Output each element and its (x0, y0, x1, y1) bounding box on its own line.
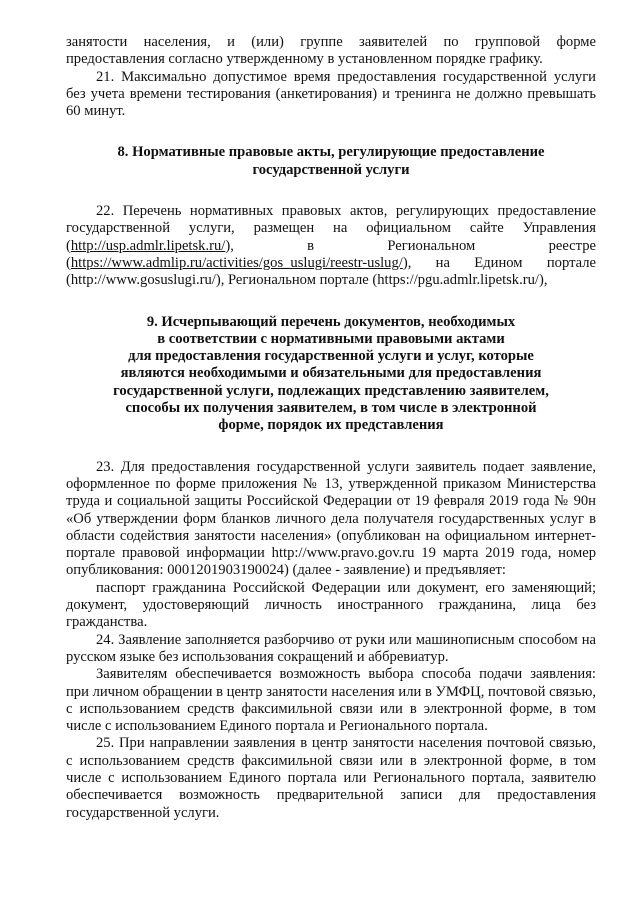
section-9-heading-line: способы их получения заявителем, в том числе в электронной (125, 400, 537, 417)
paragraph-24-submission: Заявителям обеспечивается возможность выбора способа подачи заявления: при личном обращении в центр занятости населения или в УМФЦ, почтовой связью, с использованием средств факсимильной связи или в электронной форме, в том числе с использованием Единого портала и Регионального портала. (66, 666, 596, 735)
section-9-heading-line: государственной услуги, подлежащих представлению заявителем, (113, 382, 549, 399)
paragraph-23: 23. Для предоставления государственной услуги заявитель подает заявление, оформленное по форме приложения № 13, утвержденной приказом Министерства труда и социальной защиты Российской Федерации от 19 февраля 2019 года № 90н «Об утверждении форм бланков личного дела получателя государственных услуг в области содействия занятости населения» (опубликован на официальном интернет-портале правовой информации http://www.pravo.gov.ru 19 марта 2019 года, номер опубликования: 0001201903190024) (далее - заявление) и предъявляет: (66, 458, 596, 579)
section-9-heading-line: форме, порядок их представления (218, 417, 444, 434)
paragraph-22-text: ), в Региональном реестре ( (66, 237, 596, 271)
paragraph-22-text: ), на Едином портале (http://www.gosuslugi.ru/), Региональном портале (https://pgu.admlr.lipetsk.ru/), (66, 254, 596, 289)
section-9-heading (66, 314, 596, 435)
paragraph-25: 25. При направлении заявления в центр занятости населения почтовой связью, с использованием средств факсимильной связи или в электронной форме, в том числе с использованием Единого портала или Регионального портала, заявителю обеспечивается возможность предварительной записи для предоставления государственной услуги. (66, 735, 596, 821)
link-usp-admlr[interactable]: http://usp.admlr.lipetsk.ru/ (70, 237, 226, 254)
paragraph-24: 24. Заявление заполняется разборчиво от руки или машинописным способом на русском языке без использования сокращений и аббревиатур. (66, 631, 596, 665)
paragraph-continuation: занятости населения, и (или) группе заявителей по групповой форме предоставления согласно утвержденному в установленном порядке графику. (66, 34, 596, 68)
section-9-heading-line: 9. Исчерпывающий перечень документов, необходимых (146, 313, 516, 330)
paragraph-22 (66, 203, 596, 289)
section-8-heading-line: 8. Нормативные правовые акты, регулирующие предоставление (117, 144, 545, 161)
paragraph-22-text: 22. Перечень нормативных правовых актов, регулирующих предоставление государственной услуги, размещен на официальном сайте Управления ( (66, 203, 596, 254)
section-8-heading (66, 144, 596, 179)
section-9-heading-line: для предоставления государственной услуги и услуг, которые (128, 348, 534, 365)
section-9-heading-line: в соответствии с нормативными правовыми актами (157, 330, 505, 347)
section-8-heading-line: государственной услуги (252, 161, 410, 178)
section-9-heading-line: являются необходимыми и обязательными для предоставления (120, 365, 542, 382)
paragraph-23-documents: паспорт гражданина Российской Федерации или документ, его заменяющий; документ, удостоверяющий личность иностранного гражданина, лица без гражданства. (66, 579, 596, 631)
link-regional-registry[interactable]: https://www.admlip.ru/activities/gos_uslugi/reestr-uslug/ (70, 254, 403, 271)
document-page (66, 34, 596, 822)
paragraph-21: 21. Максимально допустимое время предоставления государственной услуги без учета времени тестирования (анкетирования) и тренинга не должно превышать 60 минут. (66, 68, 596, 120)
